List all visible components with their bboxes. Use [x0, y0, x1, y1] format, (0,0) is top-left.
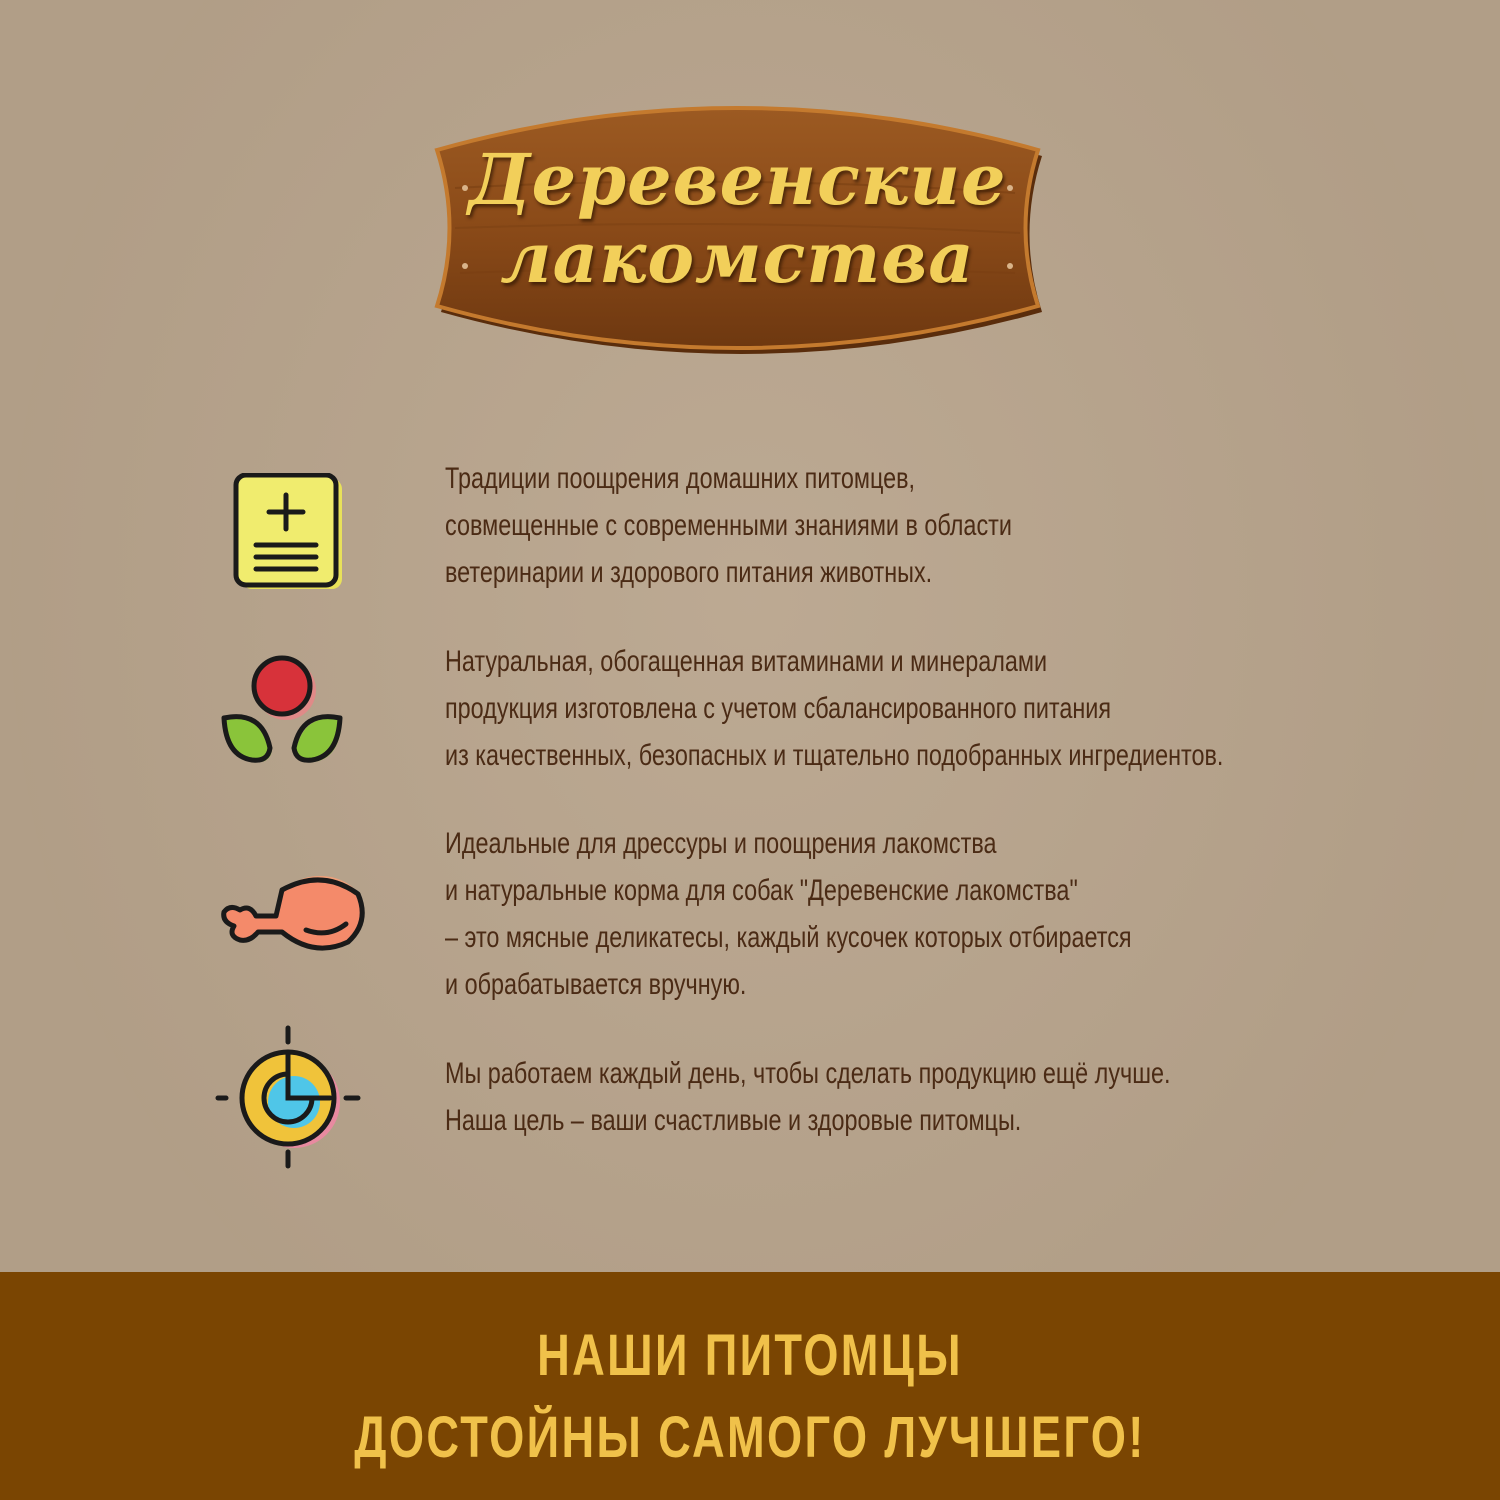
- feature-text-line: и натуральные корма для собак "Деревенские лакомства": [445, 874, 1078, 907]
- brand-title-line1: Деревенские: [468, 138, 1007, 221]
- slogan-banner: [0, 1272, 1500, 1500]
- feature-text-line: из качественных, безопасных и тщательно подобранных ингредиентов.: [445, 739, 1224, 772]
- brand-title-line2: лакомства: [500, 216, 975, 299]
- slogan-line2: ДОСТОЙНЫ САМОГО ЛУЧШЕГО!: [354, 1405, 1146, 1470]
- target-clock-icon: [210, 1022, 370, 1177]
- feature-text-line: Наша цель – ваши счастливые и здоровые питомцы.: [445, 1104, 1022, 1137]
- feature-text-line: – это мясные деликатесы, каждый кусочек которых отбирается: [445, 921, 1132, 954]
- feature-text-line: продукция изготовлена с учетом сбалансированного питания: [445, 692, 1112, 725]
- slogan-line1: НАШИ ПИТОМЦЫ: [537, 1323, 963, 1388]
- feature-text-line: и обрабатывается вручную.: [445, 968, 747, 1001]
- feature-text: [445, 455, 1303, 596]
- feature-text-line: Идеальные для дрессуры и поощрения лакомства: [445, 827, 997, 860]
- feature-text: [445, 1050, 1303, 1144]
- feature-text-line: совмещенные с современными знаниями в области: [445, 509, 1012, 542]
- feature-text-line: Мы работаем каждый день, чтобы сделать продукцию ещё лучше.: [445, 1057, 1171, 1090]
- feature-text: [445, 638, 1303, 779]
- feature-text-line: Натуральная, обогащенная витаминами и минералами: [445, 645, 1048, 678]
- brand-sign: [425, 78, 1050, 378]
- berry-leaves-icon: [210, 652, 370, 782]
- feature-text: [445, 820, 1303, 1008]
- medical-document-icon: [210, 473, 370, 603]
- feature-text-line: Традиции поощрения домашних питомцев,: [445, 462, 916, 495]
- chicken-leg-icon: [210, 860, 370, 975]
- feature-text-line: ветеринарии и здорового питания животных.: [445, 556, 933, 589]
